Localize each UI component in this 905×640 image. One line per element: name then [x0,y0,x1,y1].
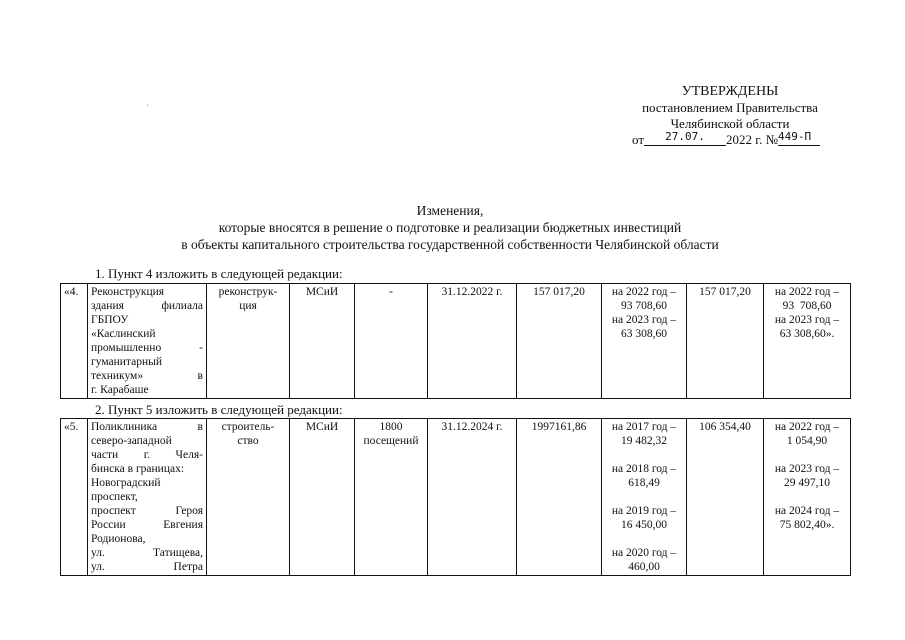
fin2-line: 75 802,40». [779,519,835,531]
estimated-cost: 157 017,20 [517,284,602,399]
fin-line: 16 450,00 [621,519,667,531]
type-line: реконструк- [218,286,278,298]
name-line: ул. Петра [91,561,203,573]
fin-line: 460,00 [628,561,660,573]
investment-amount: 106 354,40 [687,419,764,576]
type-line: ция [239,300,257,312]
name-line: Поликлиника в [91,421,203,433]
row-number: «5. [61,419,88,576]
name-line: «Каслинский [91,328,156,340]
approval-prefix: от [632,132,645,147]
approval-date-handwritten: 27.07. [644,129,726,146]
fin-line: на 2020 год – [611,547,677,559]
fin2-line: 1 054,90 [786,435,828,447]
approval-title: УТВЕРЖДЕНЫ [681,84,779,99]
name-line: ГБПОУ [91,314,129,326]
name-line: России Евгения [91,519,203,531]
heading-line-3: в объекты капитального строительства государственной собственности Челябинской области [181,237,719,252]
fin-line: на 2017 год – [611,421,677,433]
row-number: «4. [61,284,88,399]
approval-year-text: 2022 г. № [726,132,779,147]
approval-date-line [600,132,860,150]
work-type [207,284,290,399]
approval-line-1: постановлением Правительства [642,100,818,115]
section-1-table [60,283,851,399]
work-type [207,419,290,576]
fin-line: 19 482,32 [621,435,667,447]
fin2-line: на 2024 год – [774,505,840,517]
financing-by-year [602,419,687,576]
organization: МСиИ [290,419,355,576]
name-line: Реконструкция [91,286,165,298]
fin2-line: на 2022 год – [774,286,840,298]
fin2-line: на 2023 год – [774,463,840,475]
fin-line: 618,49 [628,477,660,489]
name-line: северо-западной [91,435,172,447]
completion-date: 31.12.2022 г. [428,284,517,399]
investment-by-year [764,284,851,399]
name-line: ул. Татищева, [91,547,203,559]
heading-line-2: которые вносятся в решение о подготовке и реализации бюджетных инвестиций [218,220,682,235]
organization: МСиИ [290,284,355,399]
fin-line: на 2019 год – [611,505,677,517]
name-line: техникум» в [91,370,203,382]
name-line: проспект, [91,491,138,503]
name-line: г. Карабаше [91,384,149,396]
financing-by-year [602,284,687,399]
approval-number-handwritten: 449-П [778,129,820,146]
fin-line: на 2022 год – [611,286,677,298]
name-line: проспект Героя [91,505,203,517]
name-line: бинска в границах: [91,463,185,475]
approval-block [600,84,860,150]
fin2-line: 63 308,60». [779,328,835,340]
fin2-line: 93 708,60 [782,300,832,312]
cap-line: 1800 [379,421,403,433]
object-name [88,284,207,399]
name-line: промышленно - [91,342,203,354]
type-line: строитель- [221,421,275,433]
fin-gap [605,490,683,504]
completion-date: 31.12.2024 г. [428,419,517,576]
fin2-gap [767,448,847,462]
fin-line: на 2023 год – [611,314,677,326]
fin2-gap [767,490,847,504]
capacity [355,419,428,576]
capacity: - [355,284,428,399]
table-row [61,419,851,576]
name-line: Новоградский [91,477,161,489]
document-heading [100,202,800,253]
object-name [88,419,207,576]
type-line: ство [237,435,259,447]
section-1-title: 1. Пункт 4 изложить в следующей редакции: [95,266,343,281]
heading-line-1: Изменения, [416,203,484,218]
fin-line: 63 308,60 [621,328,667,340]
scan-speck: ˈ [146,103,149,113]
fin-line: 93 708,60 [621,300,667,312]
estimated-cost: 1997161,86 [517,419,602,576]
investment-by-year [764,419,851,576]
table-row [61,284,851,399]
fin2-line: на 2023 год – [774,314,840,326]
fin2-line: на 2022 год – [774,421,840,433]
section-2-table [60,418,851,576]
fin-line: на 2018 год – [611,463,677,475]
name-line: гуманитарный [91,356,162,368]
fin-gap [605,532,683,546]
name-line: Родионова, [91,533,146,545]
approval-line-2: Челябинской области [670,116,790,131]
fin-gap [605,448,683,462]
name-line: здания филиала [91,300,203,312]
investment-amount: 157 017,20 [687,284,764,399]
name-line: части г. Челя- [91,449,203,461]
cap-line: посещений [363,435,419,447]
section-2-title: 2. Пункт 5 изложить в следующей редакции: [95,402,343,417]
fin2-line: 29 497,10 [784,477,830,489]
